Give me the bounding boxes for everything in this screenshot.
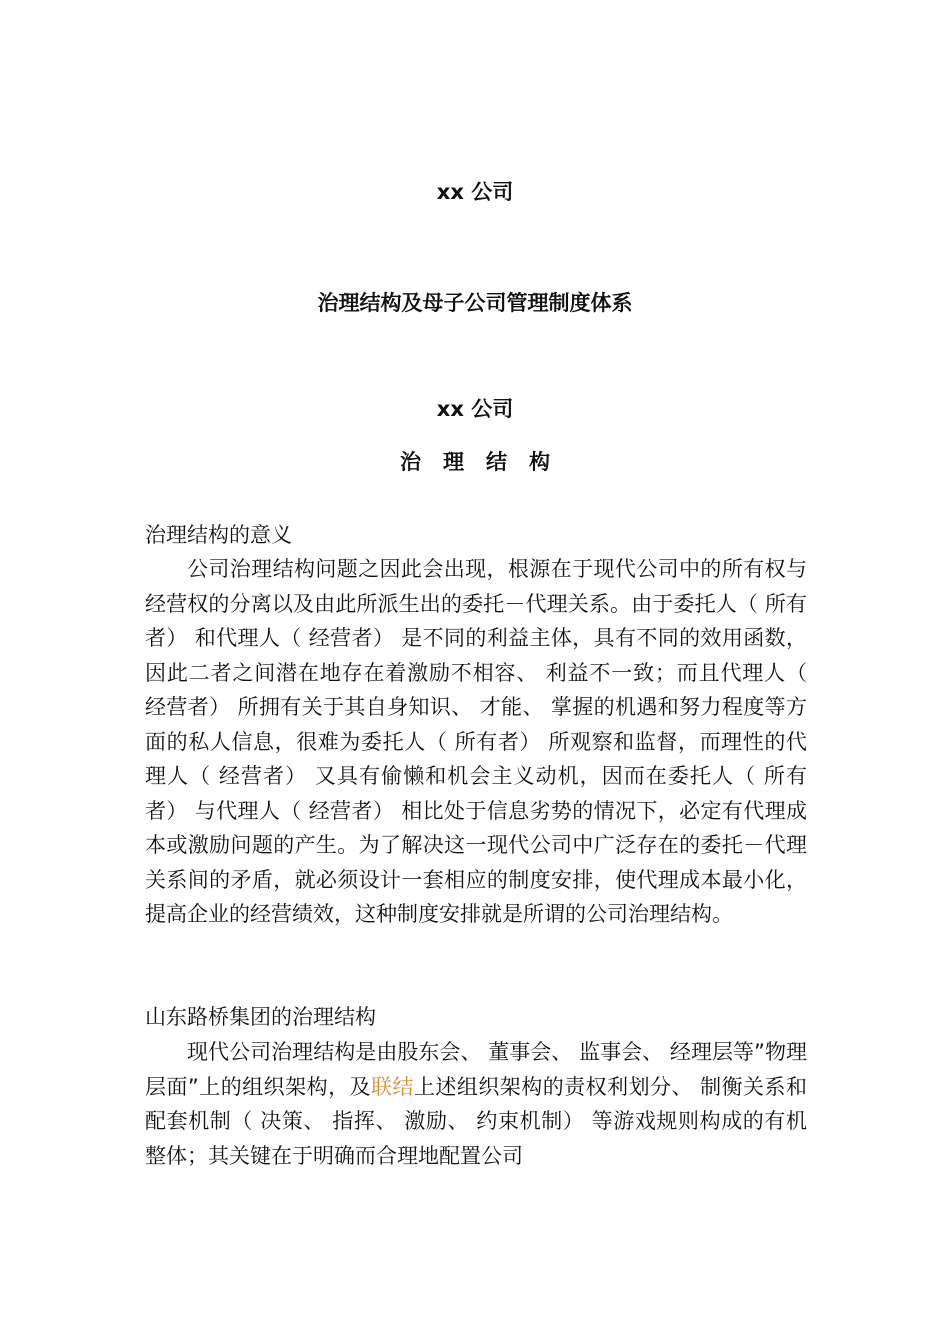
document-title: 治理结构及母子公司管理制度体系	[317, 291, 633, 315]
section-title: 治理结构	[400, 450, 572, 474]
paragraph-structure-part2: 上述组织架构的责权利划分、 制衡关系和配套机制（ 决策、 指挥、 激励、 约束机制） 等游戏规则构成的有机整体；其关键在于明确而合理地配置公司	[145, 1074, 807, 1168]
paragraph-structure	[145, 1035, 807, 1173]
section-heading-structure: 山东路桥集团的治理结构	[145, 1005, 376, 1029]
company-name-second: xx 公司	[436, 397, 514, 421]
section-heading-meaning: 治理结构的意义	[145, 523, 292, 547]
paragraph-structure-part1: 现代公司治理结构是由股东会、 董事会、 监事会、 经理层等”物理层面”上的组织架构，及	[145, 1040, 807, 1099]
company-name-top: xx 公司	[436, 180, 514, 204]
highlighted-term: 联结	[371, 1074, 414, 1099]
paragraph-meaning: 公司治理结构问题之因此会出现，根源在于现代公司中的所有权与经营权的分离以及由此所派生出的委托－代理关系。由于委托人（ 所有者） 和代理人（ 经营者） 是不同的利益主体，具有不同的效用函数，因此二者之间潜在地存在着激励不相容、 利益不一致；而且代理人（ 经营者） 所拥有关于其自身知识、 才能、 掌握的机遇和努力程度等方面的私人信息，很难为委托人（ 所有者） 所观察和监督，而理性的代理人（ 经营者） 又具有偷懒和机会主义动机，因而在委托人（ 所有者） 与代理人（ 经营者） 相比处于信息劣势的情况下，必定有代理成本或激励问题的产生。为了解决这一现代公司中广泛存在的委托－代理关系间的矛盾，就必须设计一套相应的制度安排，使代理成本最小化，提高企业的经营绩效，这种制度安排就是所谓的公司治理结构。	[145, 557, 807, 926]
